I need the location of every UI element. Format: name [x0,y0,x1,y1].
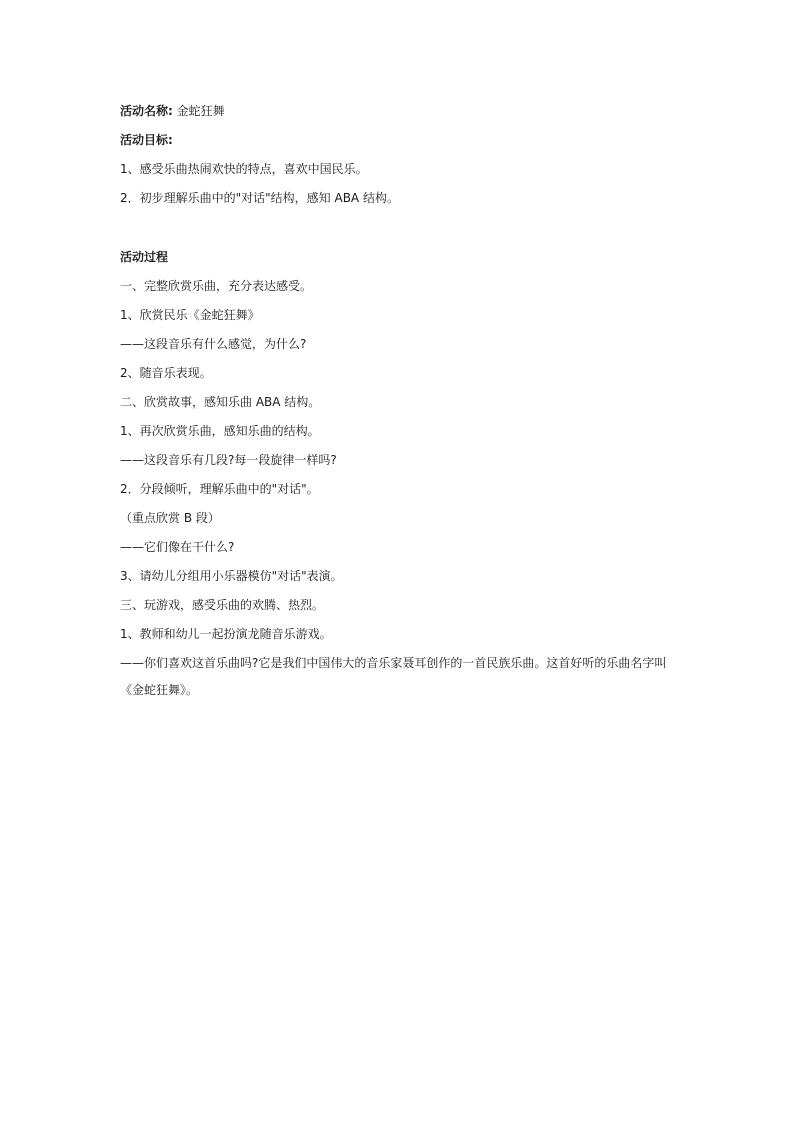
process-step: 2．分段倾听，理解乐曲中的"对话"。 [120,482,319,496]
process-step: （重点欣赏 B 段） [120,511,220,525]
process-step: 二、欣赏故事，感知乐曲 ABA 结构。 [120,395,321,409]
process-heading: 活动过程 [120,250,169,264]
activity-name-value: 金蛇狂舞 [176,104,225,118]
activity-name-line [120,101,680,121]
goals-heading: 活动目标: [120,133,173,147]
goal-item-2: 2．初步理解乐曲中的"对话"结构，感知 ABA 结构。 [120,191,399,205]
goal-item-1: 1、感受乐曲热闹欢快的特点，喜欢中国民乐。 [120,162,368,176]
closing-line: 《金蛇狂舞》。 [120,683,199,697]
process-step: 1、再次欣赏乐曲，感知乐曲的结构。 [120,424,320,438]
process-step: 2、随音乐表现。 [120,366,212,380]
process-step: ——这段音乐有什么感觉，为什么? [120,337,307,351]
process-step: ——这段音乐有几段?每一段旋律一样吗? [120,453,337,467]
process-step: ——它们像在干什么? [120,540,235,554]
process-step: 1、欣赏民乐《金蛇狂舞》 [120,308,260,322]
activity-name-label: 活动名称: [120,104,173,118]
process-step: 3、请幼儿分组用小乐器模仿"对话"表演。 [120,569,343,583]
process-step: ——你们喜欢这首乐曲吗?它是我们中国伟大的音乐家聂耳创作的一首民族乐曲。这首好听的乐曲名字叫 [120,656,667,670]
process-step: 1、教师和幼儿一起扮演龙随音乐游戏。 [120,627,332,641]
section-spacer [120,217,680,247]
process-step: 一、完整欣赏乐曲，充分表达感受。 [120,279,313,293]
document-body [120,101,680,709]
process-step: 三、玩游戏，感受乐曲的欢腾、热烈。 [120,598,325,612]
